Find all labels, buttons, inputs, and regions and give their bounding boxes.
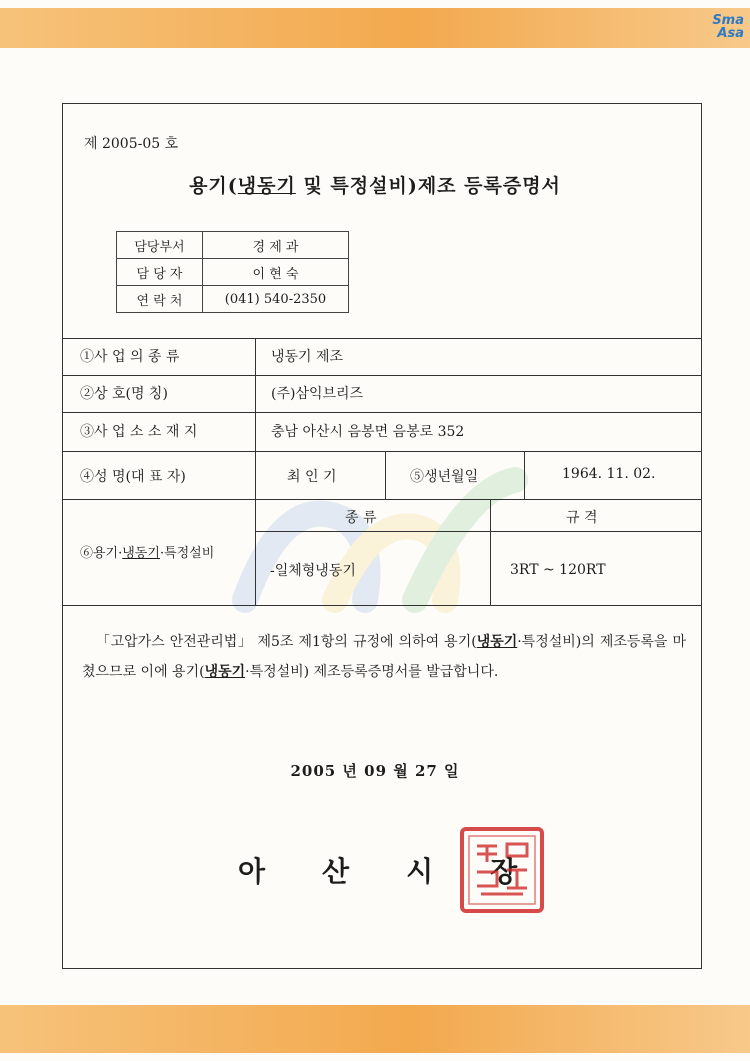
equipment-label: ⑥용기·냉동기·특정설비: [80, 546, 215, 561]
brand-logo: Sma Asa: [712, 13, 744, 41]
document-title: 용기(냉동기 및 특정설비)제조 등록증명서: [189, 175, 561, 197]
grid-line: [490, 499, 491, 605]
document-number: 제 2005-05 호: [84, 136, 179, 152]
representative-label: ④성 명(대 표 자): [80, 469, 186, 485]
contact-row-person: 담 당 자 이 현 숙: [117, 259, 349, 286]
top-decorative-band: [0, 8, 750, 48]
issuer-name: 아산시장: [238, 855, 575, 888]
representative-value: 최 인 기: [287, 469, 337, 485]
address-value: 충남 아산시 음봉면 음봉로 352: [271, 424, 465, 440]
trade-name-label: ②상 호(명 칭): [80, 386, 168, 402]
issue-date: 2005 년 09 월 27 일: [290, 762, 460, 780]
grid-line: [255, 338, 256, 605]
bottom-decorative-band: [0, 1005, 750, 1053]
equipment-type-header: 종 류: [345, 510, 377, 526]
contact-table: [116, 231, 349, 313]
equipment-spec-header: 규 격: [566, 510, 598, 526]
address-label: ③사 업 소 소 재 지: [80, 424, 198, 440]
grid-line: [524, 451, 525, 499]
equipment-spec-value: 3RT ~ 120RT: [510, 562, 606, 578]
birth-date-value: 1964. 11. 02.: [562, 466, 656, 482]
contact-row-department: 담당부서 경 제 과: [117, 232, 349, 259]
business-type-value: 냉동기 제조: [271, 349, 344, 365]
grid-line: [255, 531, 702, 532]
business-type-label: ①사 업 의 종 류: [80, 349, 180, 365]
birth-date-label: ⑤생년월일: [410, 469, 479, 485]
grid-line: [62, 605, 702, 606]
grid-line: [62, 451, 702, 452]
certification-statement: 「고압가스 안전관리법」 제5조 제1항의 규정에 의하여 용기(냉동기·특정설비)의 제조등록을 마쳤으므로 이에 용기(냉동기·특정설비) 제조등록증명서를 발급합니다.: [82, 634, 686, 680]
grid-line: [62, 375, 702, 376]
official-seal-icon: [459, 826, 545, 914]
trade-name-value: (주)삼익브리즈: [271, 386, 364, 402]
grid-line: [62, 338, 702, 339]
grid-line: [62, 412, 702, 413]
grid-line: [385, 451, 386, 499]
grid-line: [62, 499, 702, 500]
equipment-type-value: -일체형냉동기: [270, 563, 356, 579]
contact-row-phone: 연 락 처 (041) 540-2350: [117, 286, 349, 313]
